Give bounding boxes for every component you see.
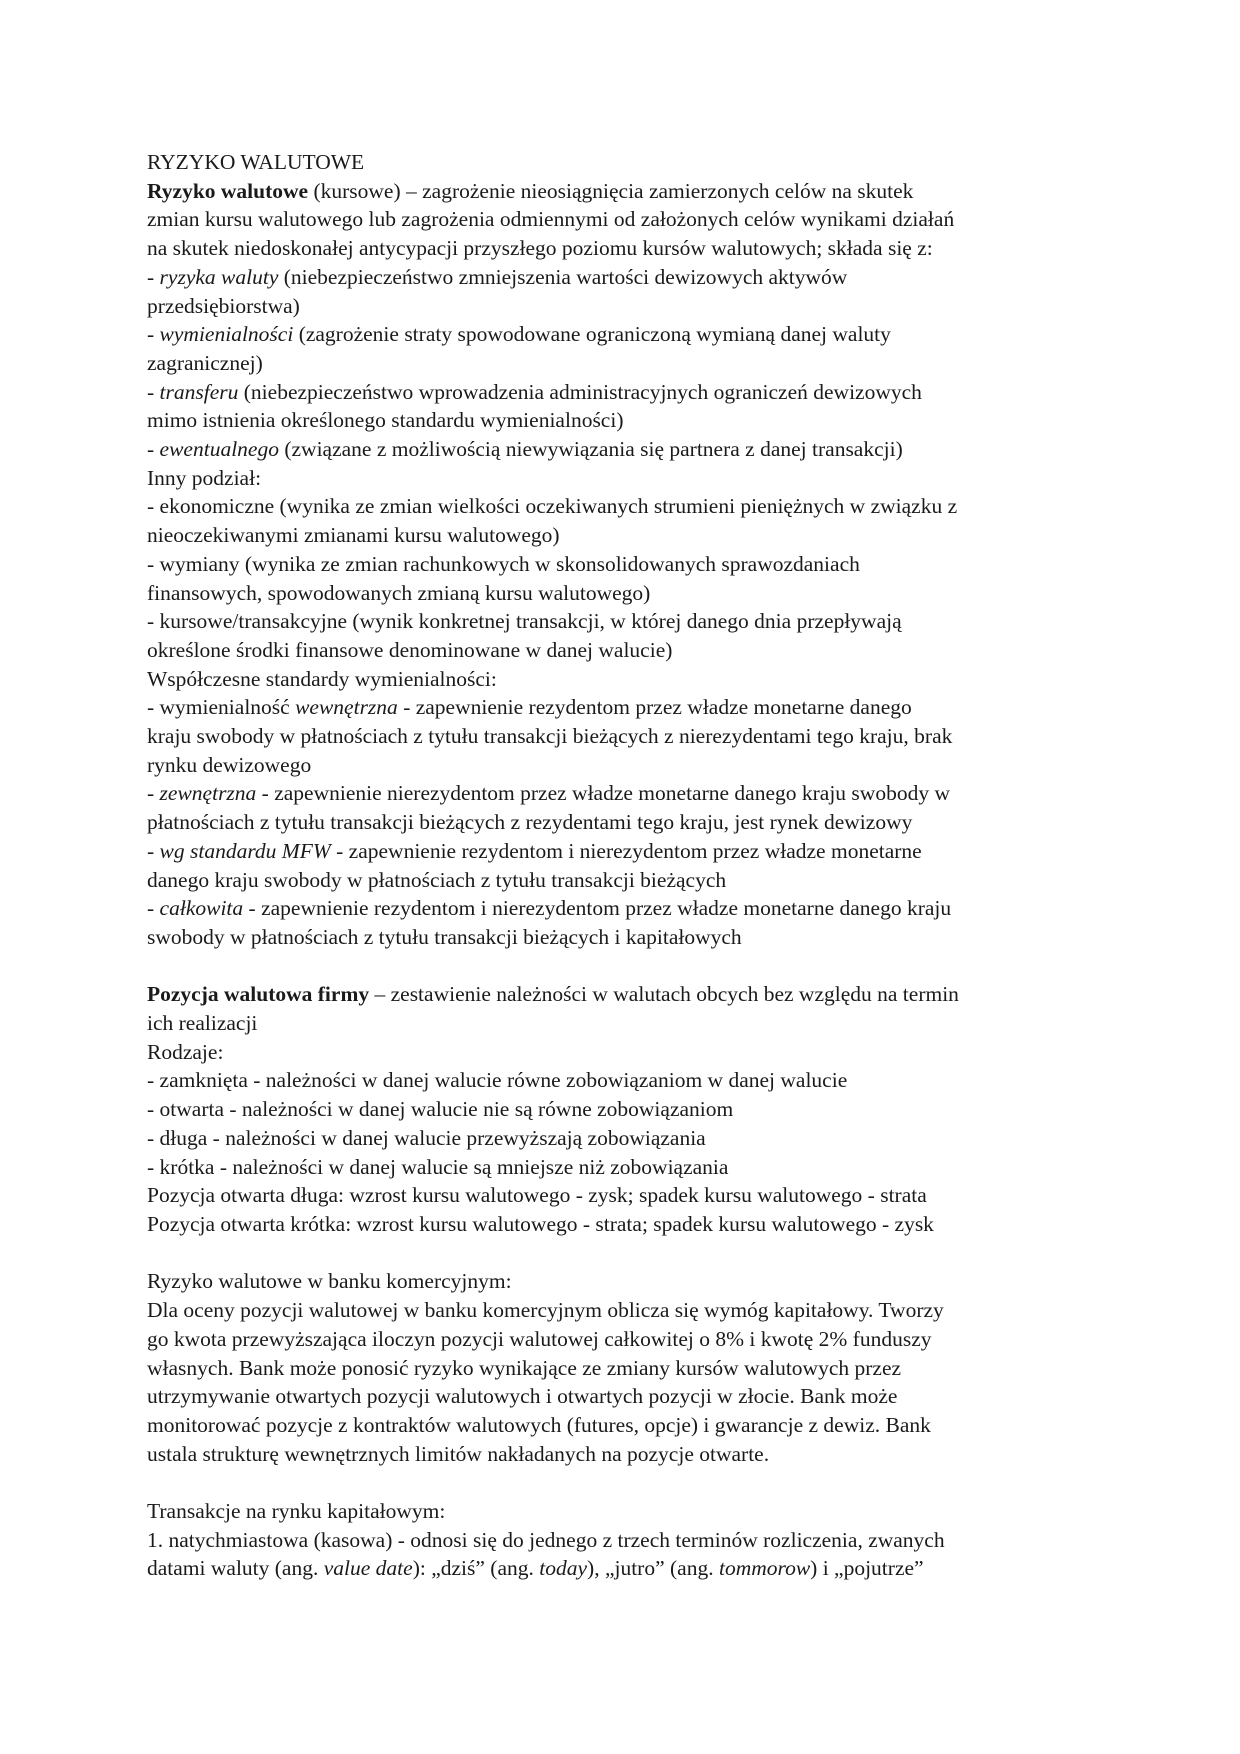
paragraph-line: utrzymywanie otwartych pozycji walutowych i otwartych pozycji w złocie. Bank może [147, 1384, 898, 1409]
term-italic: transferu [159, 379, 239, 404]
paragraph-line: go kwota przewyższająca iloczyn pozycji walutowej całkowitej o 8% i kwotę 2% funduszy [147, 1326, 932, 1351]
list-item: - zamknięta - należności w danej walucie równe zobowiązaniom w danej walucie [147, 1068, 848, 1093]
paragraph-line: 1. natychmiastowa (kasowa) - odnosi się do jednego z trzech terminów rozliczenia, zwanych [147, 1527, 945, 1552]
list-item: - transferu (niebezpieczeństwo wprowadzenia administracyjnych ograniczeń dewizowych [147, 379, 922, 404]
blank-line [147, 1468, 1107, 1497]
paragraph-line: monitorować pozycje z kontraktów walutowych (futures, opcje) i gwarancje z dewiz. Bank [147, 1412, 931, 1437]
term-italic: wewnętrzna [295, 695, 398, 720]
term-italic: całkowita [159, 896, 244, 921]
term-italic: ryzyka waluty [159, 264, 279, 289]
list-item-continuation: przedsiębiorstwa) [147, 293, 300, 318]
paragraph-line: Pozycja otwarta krótka: wzrost kursu walutowego - strata; spadek kursu walutowego - zysk [147, 1212, 934, 1236]
list-item: - całkowita - zapewnienie rezydentom i nierezydentom przez władze monetarne danego kraju [147, 896, 952, 921]
subheading: Inny podział: [147, 465, 262, 490]
subheading: Rodzaje: [147, 1039, 224, 1064]
list-item: - ryzyka waluty (niebezpieczeństwo zmniejszenia wartości dewizowych aktywów [147, 264, 848, 289]
list-item-continuation: danego kraju swobody w płatnościach z tytułu transakcji bieżących [147, 867, 727, 892]
list-item-continuation: zagranicznej) [147, 350, 263, 375]
list-item: - otwarta - należności w danej walucie nie są równe zobowiązaniom [147, 1097, 734, 1122]
list-item-continuation: nieoczekiwanymi zmianami kursu walutowego) [147, 523, 560, 548]
term-italic: wg standardu MFW [159, 838, 331, 863]
section-heading: Transakcje na rynku kapitałowym: [147, 1499, 446, 1523]
list-item-continuation: płatnościach z tytułu transakcji bieżących z rezydentami tego kraju, jest rynek dewizowy [147, 810, 913, 835]
list-item-continuation: finansowych, spowodowanych zmianą kursu walutowego) [147, 580, 651, 605]
paragraph-line: ustala strukturę wewnętrznych limitów nakładanych na pozycje otwarte. [147, 1441, 770, 1466]
paragraph-line: na skutek niedoskonałej antycypacji przyszłego poziomu kursów walutowych; składa się z: [147, 236, 933, 261]
term-italic: today [539, 1556, 588, 1581]
section-heading: Ryzyko walutowe w banku komercyjnym: [147, 1269, 512, 1294]
list-item: - długa - należności w danej walucie przewyższają zobowiązania [147, 1125, 706, 1150]
paragraph-line: Ryzyko walutowe (kursowe) – zagrożenie nieosiągnięcia zamierzonych celów na skutek [147, 178, 914, 203]
list-item: - ekonomiczne (wynika ze zmian wielkości oczekiwanych strumieni pieniężnych w związku z [147, 494, 958, 519]
list-item-continuation: kraju swobody w płatnościach z tytułu transakcji bieżących z nierezydentami tego kraju, brak [147, 724, 953, 749]
list-item: - krótka - należności w danej walucie są mniejsze niż zobowiązania [147, 1154, 729, 1179]
list-item: - ewentualnego (związane z możliwością niewywiązania się partnera z danej transakcji) [147, 437, 903, 462]
subheading: Współczesne standardy wymienialności: [147, 666, 497, 691]
term-italic: wymienialności [159, 322, 294, 347]
list-item-continuation: mimo istnienia określonego standardu wymienialności) [147, 408, 624, 433]
list-item: - zewnętrzna - zapewnienie nierezydentom przez władze monetarne danego kraju swobody w [147, 781, 950, 806]
paragraph-line: Pozycja otwarta długa: wzrost kursu walutowego - zysk; spadek kursu walutowego - strata [147, 1183, 927, 1208]
list-item-continuation: swobody w płatnościach z tytułu transakcji bieżących i kapitałowych [147, 924, 742, 949]
list-item: - wg standardu MFW - zapewnienie rezydentom i nierezydentom przez władze monetarne [147, 838, 922, 863]
term-bold: Pozycja walutowa firmy [147, 982, 370, 1007]
paragraph-line: własnych. Bank może ponosić ryzyko wynikające ze zmiany kursów walutowych przez [147, 1355, 902, 1380]
paragraph-line: zmian kursu walutowego lub zagrożenia odmiennymi od założonych celów wynikami działań [147, 207, 955, 232]
list-item-continuation: określone środki finansowe denominowane w danej walucie) [147, 637, 673, 662]
paragraph-line: Pozycja walutowa firmy – zestawienie należności w walutach obcych bez względu na termin [147, 982, 959, 1007]
term-italic: ewentualnego [159, 437, 279, 462]
term-italic: zewnętrzna [159, 781, 257, 806]
blank-line [147, 1239, 1107, 1268]
paragraph-line: datami waluty (ang. value date): „dziś” (ang. today), „jutro” (ang. tommorow) i „pojutrze” [147, 1556, 924, 1581]
term-bold: Ryzyko walutowe [147, 178, 309, 203]
list-item-continuation: rynku dewizowego [147, 752, 312, 777]
list-item: - kursowe/transakcyjne (wynik konkretnej transakcji, w której danego dnia przepływają [147, 609, 902, 634]
document-title: RYZYKO WALUTOWE [147, 150, 365, 174]
list-item: - wymienialności (zagrożenie straty spowodowane ograniczoną wymianą danej waluty [147, 322, 891, 347]
paragraph-line: Dla oceny pozycji walutowej w banku komercyjnym oblicza się wymóg kapitałowy. Tworzy [147, 1298, 944, 1323]
term-italic: value date [323, 1556, 413, 1581]
document-page [147, 148, 1107, 1583]
term-italic: tommorow [718, 1556, 811, 1581]
list-item: - wymienialność wewnętrzna - zapewnienie rezydentom przez władze monetarne danego [147, 695, 912, 720]
list-item: - wymiany (wynika ze zmian rachunkowych w skonsolidowanych sprawozdaniach [147, 551, 860, 576]
paragraph-line: ich realizacji [147, 1011, 258, 1036]
blank-line [147, 952, 1107, 981]
